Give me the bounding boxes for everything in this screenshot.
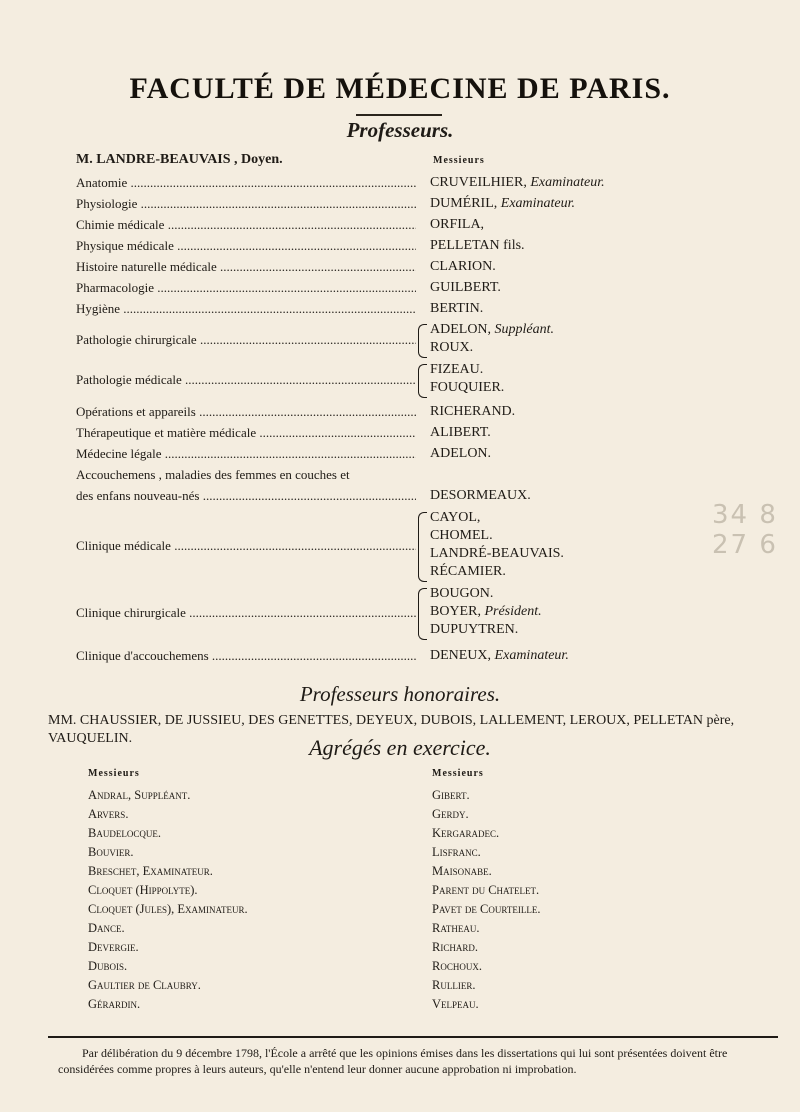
examiner-label: Examinateur. — [530, 175, 605, 190]
agreges-left-list — [88, 786, 248, 1014]
chair-row — [76, 446, 726, 466]
clinique-chirurgicale-group — [76, 586, 726, 642]
chair-professor: FIZEAU. — [430, 362, 484, 377]
list-item: Richard. — [432, 940, 478, 954]
list-item: Dubois. — [88, 959, 128, 973]
faculty-title: FACULTÉ DE MÉDECINE DE PARIS. — [129, 72, 671, 105]
examiner-label: Examinateur. — [500, 196, 576, 211]
list-item: Baudelocque. — [88, 826, 161, 840]
shelf-mark: 34 8 27 6 — [712, 500, 778, 560]
list-item: Arvers. — [88, 807, 129, 821]
clinique-medicale-group — [76, 510, 726, 584]
chair-subject: Médecine légale ..... — [76, 446, 416, 462]
chair-professor: RÉCAMIER. — [430, 564, 506, 579]
chair-professor: DUMÉRIL, Examinateur. — [430, 196, 576, 211]
chair-professor: DENEUX, Examinateur. — [430, 648, 569, 663]
list-item: Rullier. — [432, 978, 476, 992]
brace — [418, 324, 427, 358]
dean-line: M. LANDRE-BEAUVAIS , Doyen. — [76, 152, 283, 167]
chair-professor: CLARION. — [430, 259, 496, 274]
chair-subject: Hygiène ..... — [76, 301, 416, 317]
agreges-left-label: Messieurs — [88, 768, 140, 779]
chair-professor: CRUVEILHIER, Examinateur. — [430, 175, 605, 190]
chair-professor: PELLETAN fils. — [430, 238, 525, 253]
brace — [418, 588, 427, 640]
brace — [418, 512, 427, 582]
list-item: Breschet, Examinateur. — [88, 864, 213, 878]
chair-professor: ROUX. — [430, 340, 474, 355]
list-item: Velpeau. — [432, 997, 479, 1011]
pathologie-chirurgicale-group — [76, 322, 726, 360]
professors-title: Professeurs. — [346, 118, 454, 142]
chair-professor: BOUGON. — [430, 586, 494, 601]
chair-professor: RICHERAND. — [430, 404, 516, 419]
title-rule — [356, 114, 442, 116]
chair-subject: Pharmacologie ..... — [76, 280, 416, 296]
chair-professor: CAYOL, — [430, 510, 481, 525]
chair-row — [76, 648, 726, 668]
chair-subject: Accouchemens , maladies des femmes en couches et — [76, 467, 350, 482]
chair-subject: Opérations et appareils ..... — [76, 404, 416, 420]
chair-professor: BOYER, Président. — [430, 604, 542, 619]
chair-row — [76, 301, 726, 321]
list-item: Dance. — [88, 921, 125, 935]
list-item: Ratheau. — [432, 921, 480, 935]
list-item: Parent du Chatelet. — [432, 883, 540, 897]
chair-subject: Physiologie ..... — [76, 196, 416, 212]
chair-professor: ADELON, Suppléant. — [430, 322, 555, 337]
list-item: Gibert. — [432, 788, 470, 802]
chair-subject: Clinique d'accouchemens ..... — [76, 648, 416, 664]
list-item: Devergie. — [88, 940, 139, 954]
list-item: Gérardin. — [88, 997, 141, 1011]
bottom-rule — [48, 1036, 778, 1038]
list-item: Andral, Suppléant. — [88, 788, 191, 802]
list-item: Cloquet (Hippolyte). — [88, 883, 198, 897]
chair-row — [76, 425, 726, 445]
president-label: Président. — [484, 604, 542, 619]
list-item: Gerdy. — [432, 807, 469, 821]
chair-professor: FOUQUIER. — [430, 380, 505, 395]
chair-professor: ORFILA, — [430, 217, 485, 232]
chair-professor: LANDRÉ-BEAUVAIS. — [430, 546, 564, 561]
chair-subject: Thérapeutique et matière médicale ..... — [76, 425, 416, 441]
list-item: Lisfranc. — [432, 845, 481, 859]
chair-professor: DUPUYTREN. — [430, 622, 519, 637]
list-item: Cloquet (Jules), Examinateur. — [88, 902, 248, 916]
list-item: Gaultier de Claubry. — [88, 978, 201, 992]
chair-subject: Anatomie ..... — [76, 175, 416, 191]
chair-subject: Pathologie médicale ..... — [76, 372, 416, 388]
chair-subject: Clinique médicale ..... — [76, 538, 416, 554]
honorary-title: Professeurs honoraires. — [299, 682, 501, 706]
brace — [418, 364, 427, 398]
agreges-title: Agrégés en exercice. — [309, 735, 491, 760]
chair-row — [76, 467, 726, 487]
chair-subject: Histoire naturelle médicale ..... — [76, 259, 416, 275]
list-item: Kergaradec. — [432, 826, 500, 840]
chair-row — [76, 217, 726, 237]
agreges-right-label: Messieurs — [432, 768, 484, 779]
chair-professor: DESORMEAUX. — [430, 488, 531, 503]
honorary-list: MM. CHAUSSIER, DE JUSSIEU, DES GENETTES, DEYEUX, DUBOIS, LALLEMENT, LEROUX, PELLETAN père, VAUQUELIN. — [48, 713, 735, 746]
chair-professor: GUILBERT. — [430, 280, 501, 295]
list-item: Pavet de Courteille. — [432, 902, 541, 916]
list-item: Rochoux. — [432, 959, 482, 973]
chair-subject: des enfans nouveau-nés ..... — [76, 488, 416, 504]
messieurs-column-label: Messieurs — [433, 155, 485, 166]
examiner-label: Examinateur. — [494, 648, 569, 663]
chair-row — [76, 404, 726, 424]
chair-subject: Pathologie chirurgicale ..... — [76, 332, 416, 348]
chair-subject: Clinique chirurgicale ..... — [76, 605, 416, 621]
agreges-right-list — [432, 786, 540, 1014]
chair-professor: BERTIN. — [430, 301, 484, 316]
chair-row — [76, 175, 726, 195]
suppleant-label: Suppléant. — [494, 322, 555, 337]
chair-subject: Chimie médicale ..... — [76, 217, 416, 233]
chair-row — [76, 259, 726, 279]
chair-row — [76, 280, 726, 300]
chair-row — [76, 488, 726, 508]
chair-professor: CHOMEL. — [430, 528, 493, 543]
chair-row — [76, 196, 726, 216]
pathologie-medicale-group — [76, 362, 726, 400]
list-item: Maisonabe. — [432, 864, 492, 878]
chair-subject: Physique médicale ..... — [76, 238, 416, 254]
chair-row — [76, 238, 726, 258]
list-item: Bouvier. — [88, 845, 134, 859]
decree-text: Par délibération du 9 décembre 1798, l'École a arrêté que les opinions émises dans les dissertations qui lui sont présentées doivent être considérées comme propres à leurs auteurs, qu'elle n'entend leur donner aucune approbation ni improbation. — [58, 1046, 728, 1076]
chair-professor: ALIBERT. — [430, 425, 491, 440]
chair-professor: ADELON. — [430, 446, 492, 461]
